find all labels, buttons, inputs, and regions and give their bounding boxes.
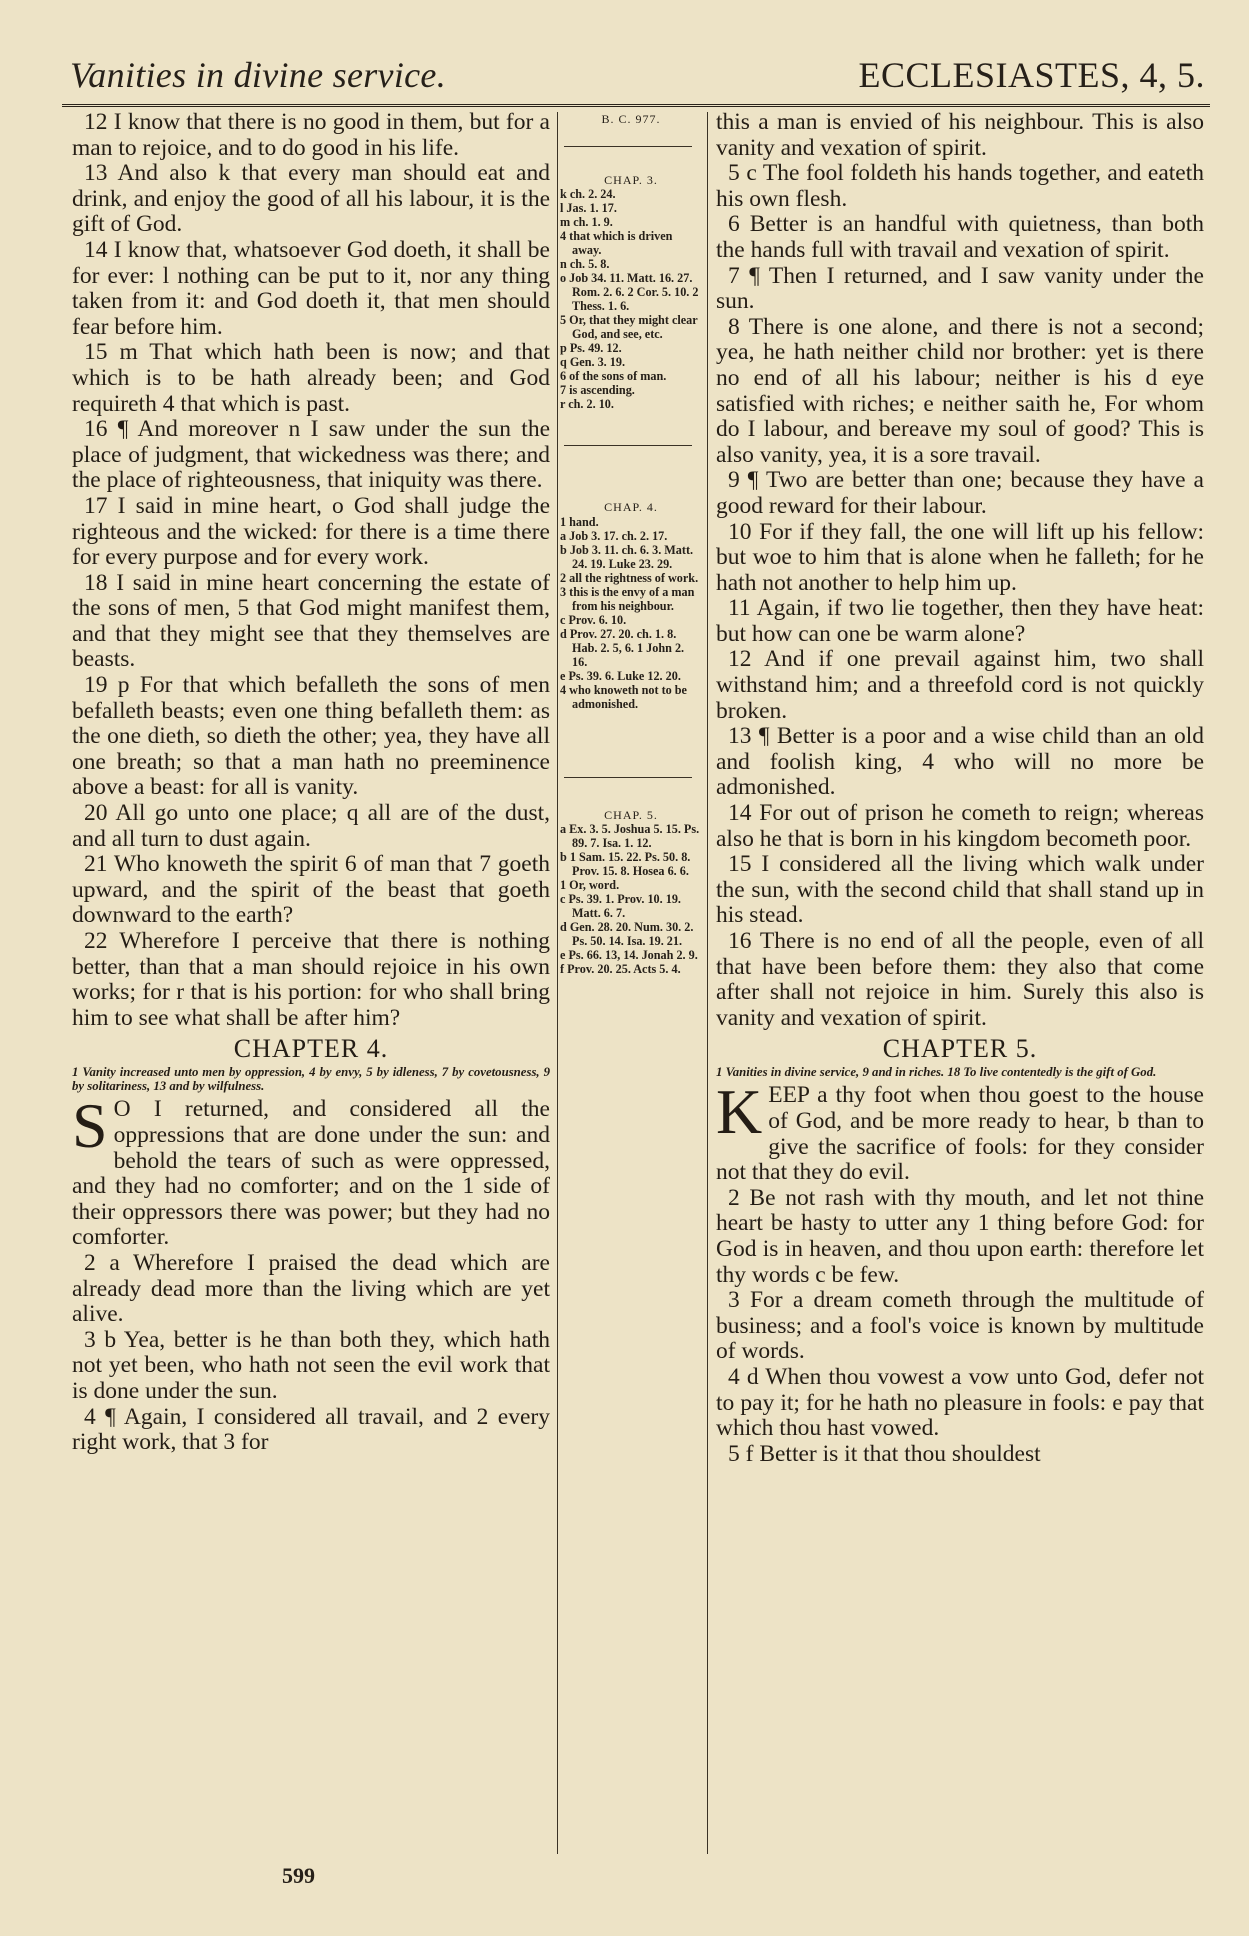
verse: 15 I considered all the living which walk under the sun, with the second child that shall stand up in his stead. — [716, 851, 1204, 929]
right-column — [716, 110, 1204, 1467]
verse: 17 I said in mine heart, o God shall judge the righteous and the wicked: for there is a time there for every purpose and for every work. — [72, 492, 550, 571]
verse: 11 Again, if two lie together, then they have heat: but how can one be warm alone? — [716, 595, 1204, 647]
verse: 4 ¶ Again, I considered all travail, and 2 every right work, that 3 for — [72, 1403, 550, 1456]
chapter-4-heading: CHAPTER 4. — [233, 1034, 389, 1064]
running-head-left: Vanities in divine service. — [70, 55, 446, 95]
verse: 10 For if they fall, the one will lift up his fellow: but woe to him that is alone when he falleth; for he hath not another to help him up. — [716, 518, 1204, 596]
drop-cap: S — [72, 1090, 108, 1162]
verse: 18 I said in mine heart concerning the estate of the sons of men, 5 that God might manifest them, and that they might see that they themselves are beasts. — [72, 569, 550, 673]
verse: 2 a Wherefore I praised the dead which are already dead more than the living which are yet alive. — [72, 1249, 550, 1328]
chap-3-label: CHAP. 3. — [604, 173, 658, 188]
verse-text: EEP a thy foot when thou goest to the house of God, and be more ready to hear, b than to give the sacrifice of fools: for they consider not that they do evil. — [716, 1082, 1204, 1186]
verse: 5 c The fool foldeth his hands together, and eateth his own flesh. — [716, 160, 1204, 212]
drop-cap: K — [716, 1076, 763, 1148]
reference-column — [560, 112, 702, 976]
reference-separator — [564, 445, 692, 446]
verse: 22 Wherefore I perceive that there is nothing better, than that a man should rejoice in his own works; for r that is his portion: for who shall bring him to see what shall be after him? — [72, 928, 550, 1031]
verse: 3 For a dream cometh through the multitude of business; and a fool's voice is known by multitude of words. — [716, 1287, 1204, 1365]
verse: 4 d When thou vowest a vow unto God, defer not to pay it; for he hath no pleasure in fools: e pay that which thou hast vowed. — [716, 1363, 1204, 1442]
cross-reference: 4 who knoweth not to be admonished. — [560, 682, 687, 711]
verse: 12 And if one prevail against him, two shall withstand him; and a threefold cord is not quickly broken. — [716, 646, 1204, 724]
left-column — [72, 110, 550, 1456]
cross-reference: c Ps. 39. 1. Prov. 10. 19. Matt. 6. 7. — [560, 891, 681, 920]
verse: 9 ¶ Two are better than one; because they have a good reward for their labour. — [716, 467, 1204, 519]
verse: 20 All go unto one place; q all are of the dust, and all turn to dust again. — [72, 800, 550, 852]
reference-separator — [564, 777, 692, 778]
cross-reference: 1 Or, word. — [560, 877, 620, 892]
verse: 16 There is no end of all the people, even of all that have been before them: they also that come after shall not rejoice in him. Surely this also is vanity and vexation of spirit. — [716, 928, 1204, 1031]
cross-reference: a Ex. 3. 5. Joshua 5. 15. Ps. 89. 7. Isa. 1. 12. — [560, 821, 700, 850]
cross-reference: 6 of the sons of man. — [560, 369, 667, 384]
verse: 2 Be not rash with thy mouth, and let not thine heart be hasty to utter any 1 thing before God: for God is in heaven, and thou upon earth: therefore let thy words c be few. — [716, 1184, 1204, 1288]
verse: 19 p For that which befalleth the sons of men befalleth beasts; even one thing befalleth them: as the one dieth, so dieth the other; yea, they have all one breath; so that a man hath no preeminence above a beast: for all is vanity. — [72, 672, 550, 801]
cross-reference: 3 this is the envy of a man from his neighbour. — [560, 584, 695, 613]
cross-reference: e Ps. 66. 13, 14. Jonah 2. 9. — [560, 947, 698, 962]
cross-reference: b Job 3. 11. ch. 6. 3. Matt. 24. 19. Luke 23. 29. — [560, 542, 694, 571]
cross-reference: r ch. 2. 10. — [560, 397, 614, 412]
verse: 13 ¶ Better is a poor and a wise child than an old and foolish king, 4 who will no more be admonished. — [716, 723, 1204, 801]
cross-reference: m ch. 1. 9. — [560, 215, 613, 230]
cross-reference: c Prov. 6. 10. — [560, 612, 627, 627]
cross-reference: o Job 34. 11. Matt. 16. 27. Rom. 2. 6. 2 Cor. 5. 10. 2 Thess. 1. 6. — [560, 271, 699, 314]
cross-reference: 4 that which is driven away. — [560, 229, 673, 258]
date-note: B. C. 977. — [601, 112, 661, 126]
chapter-5-summary: 1 Vanities in divine service, 9 and in riches. 18 To live contentedly is the gift of God. — [716, 1065, 1157, 1080]
cross-reference: f Prov. 20. 25. Acts 5. 4. — [560, 961, 681, 976]
chapter-4-summary: 1 Vanity increased unto men by oppression, 4 by envy, 5 by idleness, 7 by covetousness, 9 by solitariness, 13 and by wilfulness. — [72, 1065, 550, 1094]
cross-reference: 7 is ascending. — [560, 383, 635, 398]
verse: 13 And also k that every man should eat and drink, and enjoy the good of all his labour, it is the gift of God. — [72, 160, 550, 238]
column-divider-left — [557, 112, 558, 1854]
running-header — [70, 54, 1205, 104]
column-divider-right — [707, 112, 708, 1854]
cross-reference: n ch. 5. 8. — [560, 257, 610, 272]
page-number: 599 — [282, 1863, 315, 1888]
verse: this a man is envied of his neighbour. This is also vanity and vexation of spirit. — [716, 109, 1204, 161]
verse-text: O I returned, and considered all the oppressions that are done under the sun: and behold the tears of such as were oppressed, and they had no comforter; and on the 1 side of their oppressors there was power; but they had no comforter. — [72, 1096, 550, 1251]
cross-reference: l Jas. 1. 17. — [560, 201, 617, 216]
chap-4-label: CHAP. 4. — [604, 500, 658, 515]
cross-reference: 1 hand. — [560, 514, 599, 529]
verse: 14 For out of prison he cometh to reign; whereas also he that is born in his kingdom becometh poor. — [716, 800, 1204, 852]
chapter-4-verse-1 — [72, 1090, 550, 1251]
verse: 14 I know that, whatsoever God doeth, it shall be for ever: l nothing can be put to it, nor any thing taken from it: and God doeth it, that men should fear before him. — [72, 236, 550, 340]
chapter-5-heading: CHAPTER 5. — [882, 1034, 1038, 1064]
verse: 8 There is one alone, and there is not a second; yea, he hath neither child nor brother: yet is there no end of all his labour; neither is his d eye satisfied with riches; e neither saith he, For whom do I labour, and bereave my soul of good? This is also vanity, yea, it is a sore travail. — [716, 313, 1204, 468]
verse: 16 ¶ And moreover n I saw under the sun the place of judgment, that wickedness was there; and the place of righteousness, that iniquity was there. — [72, 416, 550, 494]
cross-reference: b 1 Sam. 15. 22. Ps. 50. 8. Prov. 15. 8. Hosea 6. 6. — [560, 849, 691, 878]
verse: 12 I know that there is no good in them, but for a man to rejoice, and to do good in his life. — [72, 109, 550, 161]
verse: 21 Who knoweth the spirit 6 of man that 7 goeth upward, and the spirit of the beast that goeth downward to the earth? — [72, 851, 550, 929]
chap-5-label: CHAP. 5. — [604, 807, 658, 822]
header-rule — [62, 104, 1210, 107]
cross-reference: e Ps. 39. 6. Luke 12. 20. — [560, 668, 681, 683]
cross-reference: 5 Or, that they might clear God, and see, etc. — [560, 313, 698, 342]
verse: 15 m That which hath been is now; and that which is to be hath already been; and God requireth 4 that which is past. — [72, 339, 550, 417]
cross-reference: d Prov. 27. 20. ch. 1. 8. Hab. 2. 5, 6. 1 John 2. 16. — [560, 626, 685, 669]
verse: 5 f Better is it that thou shouldest — [728, 1440, 1041, 1467]
cross-reference: q Gen. 3. 19. — [560, 355, 626, 370]
verse: 6 Better is an handful with quietness, than both the hands full with travail and vexation of spirit. — [716, 211, 1204, 263]
cross-reference: a Job 3. 17. ch. 2. 17. — [560, 528, 668, 543]
verse: 7 ¶ Then I returned, and I saw vanity under the sun. — [716, 262, 1204, 315]
cross-reference: p Ps. 49. 12. — [560, 341, 622, 356]
running-head-right: ECCLESIASTES, 4, 5. — [858, 55, 1205, 95]
cross-reference: k ch. 2. 24. — [560, 187, 616, 202]
cross-reference: 2 all the rightness of work. — [560, 570, 699, 585]
verse: 3 b Yea, better is he than both they, which hath not yet been, who hath not seen the evil work that is done under the sun. — [72, 1326, 550, 1404]
reference-separator — [564, 146, 692, 147]
chapter-5-verse-1 — [716, 1076, 1204, 1186]
cross-reference: d Gen. 28. 20. Num. 30. 2. Ps. 50. 14. Isa. 19. 21. — [560, 919, 694, 948]
